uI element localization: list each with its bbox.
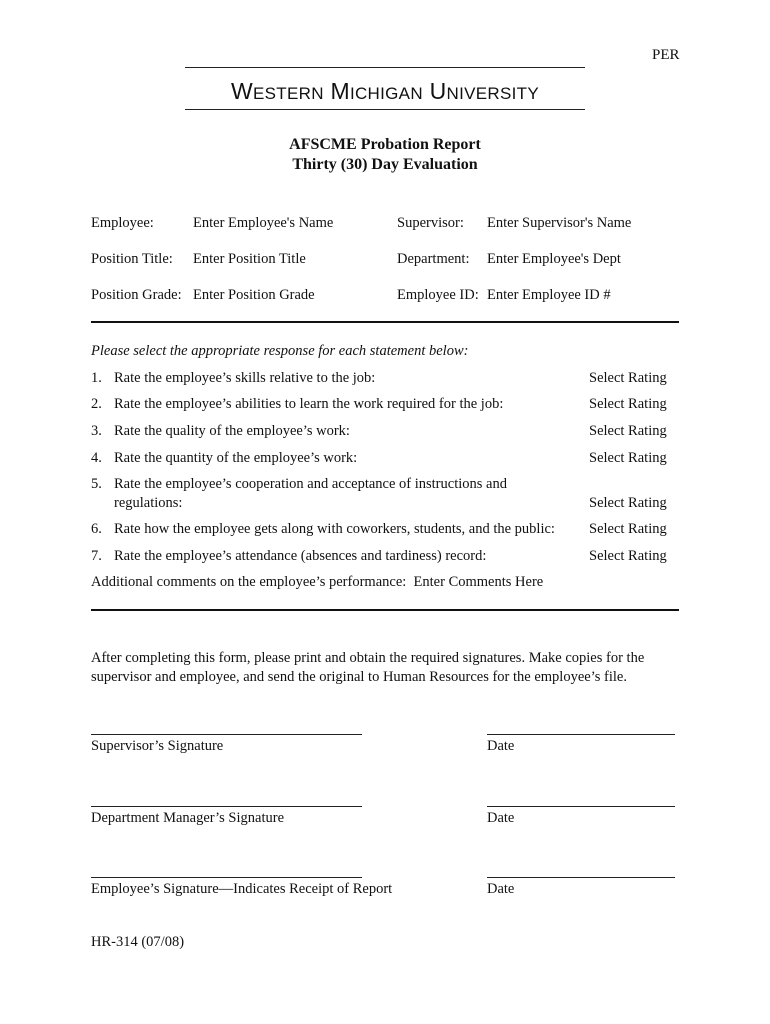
question-4	[91, 450, 357, 467]
report-subtitle: Thirty (30) Day Evaluation	[292, 156, 478, 173]
position-grade-label: Position Grade:	[91, 287, 182, 303]
question-text: Rate how the employee gets along with coworkers, students, and the public:	[114, 521, 555, 537]
form-category-code: PER	[652, 47, 680, 63]
supervisor-date-line[interactable]	[487, 734, 675, 735]
question-3	[91, 423, 350, 440]
instructions-text: Please select the appropriate response for each statement below:	[91, 343, 469, 359]
rating-select-6[interactable]: Select Rating	[589, 521, 667, 537]
university-initial-u: U	[429, 78, 447, 104]
header-top-rule	[185, 67, 585, 68]
question-number: 2.	[91, 396, 102, 412]
university-word-w: ESTERN	[253, 84, 324, 103]
question-2	[91, 396, 503, 413]
question-6	[91, 521, 555, 538]
comments-field[interactable]: Enter Comments Here	[413, 574, 544, 590]
employee-id-label: Employee ID:	[397, 287, 479, 303]
supervisor-name-field[interactable]: Enter Supervisor's Name	[487, 215, 632, 231]
question-text: Rate the quality of the employee’s work:	[114, 423, 350, 439]
university-name	[185, 78, 585, 105]
supervisor-label: Supervisor:	[397, 215, 464, 231]
report-title: AFSCME Probation Report	[289, 136, 481, 153]
department-field[interactable]: Enter Employee's Dept	[487, 251, 621, 267]
university-initial-w: W	[231, 78, 254, 104]
supervisor-signature-line[interactable]	[91, 734, 362, 735]
employee-date-label: Date	[487, 881, 515, 897]
question-number: 4.	[91, 450, 102, 466]
rating-select-7[interactable]: Select Rating	[589, 548, 667, 564]
form-code: HR-314 (07/08)	[91, 934, 185, 950]
rating-select-1[interactable]: Select Rating	[589, 370, 667, 386]
department-label: Department:	[397, 251, 470, 267]
rating-select-4[interactable]: Select Rating	[589, 450, 667, 466]
employee-signature-line[interactable]	[91, 877, 362, 878]
question-text: Rate the employee’s attendance (absences and tardiness) record:	[114, 548, 487, 564]
rating-select-2[interactable]: Select Rating	[589, 396, 667, 412]
question-7	[91, 548, 486, 565]
employee-id-field[interactable]: Enter Employee ID #	[487, 287, 611, 303]
header-bottom-rule	[185, 109, 585, 110]
question-text: Rate the employee’s abilities to learn the work required for the job:	[114, 396, 504, 412]
university-word-m: ICHIGAN	[349, 84, 423, 103]
question-number: 1.	[91, 370, 102, 386]
supervisor-signature-label: Supervisor’s Signature	[91, 738, 224, 754]
question-text: Rate the quantity of the employee’s work:	[114, 450, 358, 466]
position-title-field[interactable]: Enter Position Title	[193, 251, 306, 267]
question-1	[91, 370, 375, 387]
question-5	[91, 476, 507, 493]
position-grade-field[interactable]: Enter Position Grade	[193, 287, 315, 303]
question-number: 7.	[91, 548, 102, 564]
university-initial-m: M	[330, 78, 350, 104]
closing-instructions: After completing this form, please print and obtain the required signatures. Make copies for the supervisor and employee, and send the original to Human Resources for the employee’s file.	[91, 650, 645, 685]
university-word-u: NIVERSITY	[446, 84, 539, 103]
employee-date-line[interactable]	[487, 877, 675, 878]
comments-row	[91, 574, 543, 591]
question-number: 5.	[91, 476, 102, 492]
manager-signature-label: Department Manager’s Signature	[91, 810, 285, 826]
section-divider-bottom	[91, 609, 679, 611]
manager-date-label: Date	[487, 810, 515, 826]
question-5-continued: regulations:	[114, 495, 183, 511]
question-number: 6.	[91, 521, 102, 537]
employee-label: Employee:	[91, 215, 154, 231]
supervisor-date-label: Date	[487, 738, 515, 754]
comments-label: Additional comments on the employee’s performance:	[91, 574, 407, 590]
manager-date-line[interactable]	[487, 806, 675, 807]
rating-select-5[interactable]: Select Rating	[589, 495, 667, 511]
question-text: Rate the employee’s cooperation and acceptance of instructions and	[114, 476, 507, 492]
position-title-label: Position Title:	[91, 251, 173, 267]
employee-signature-label: Employee’s Signature—Indicates Receipt of Report	[91, 881, 393, 897]
question-text: Rate the employee’s skills relative to the job:	[114, 370, 376, 386]
manager-signature-line[interactable]	[91, 806, 362, 807]
section-divider-top	[91, 321, 679, 323]
employee-name-field[interactable]: Enter Employee's Name	[193, 215, 334, 231]
question-number: 3.	[91, 423, 102, 439]
rating-select-3[interactable]: Select Rating	[589, 423, 667, 439]
